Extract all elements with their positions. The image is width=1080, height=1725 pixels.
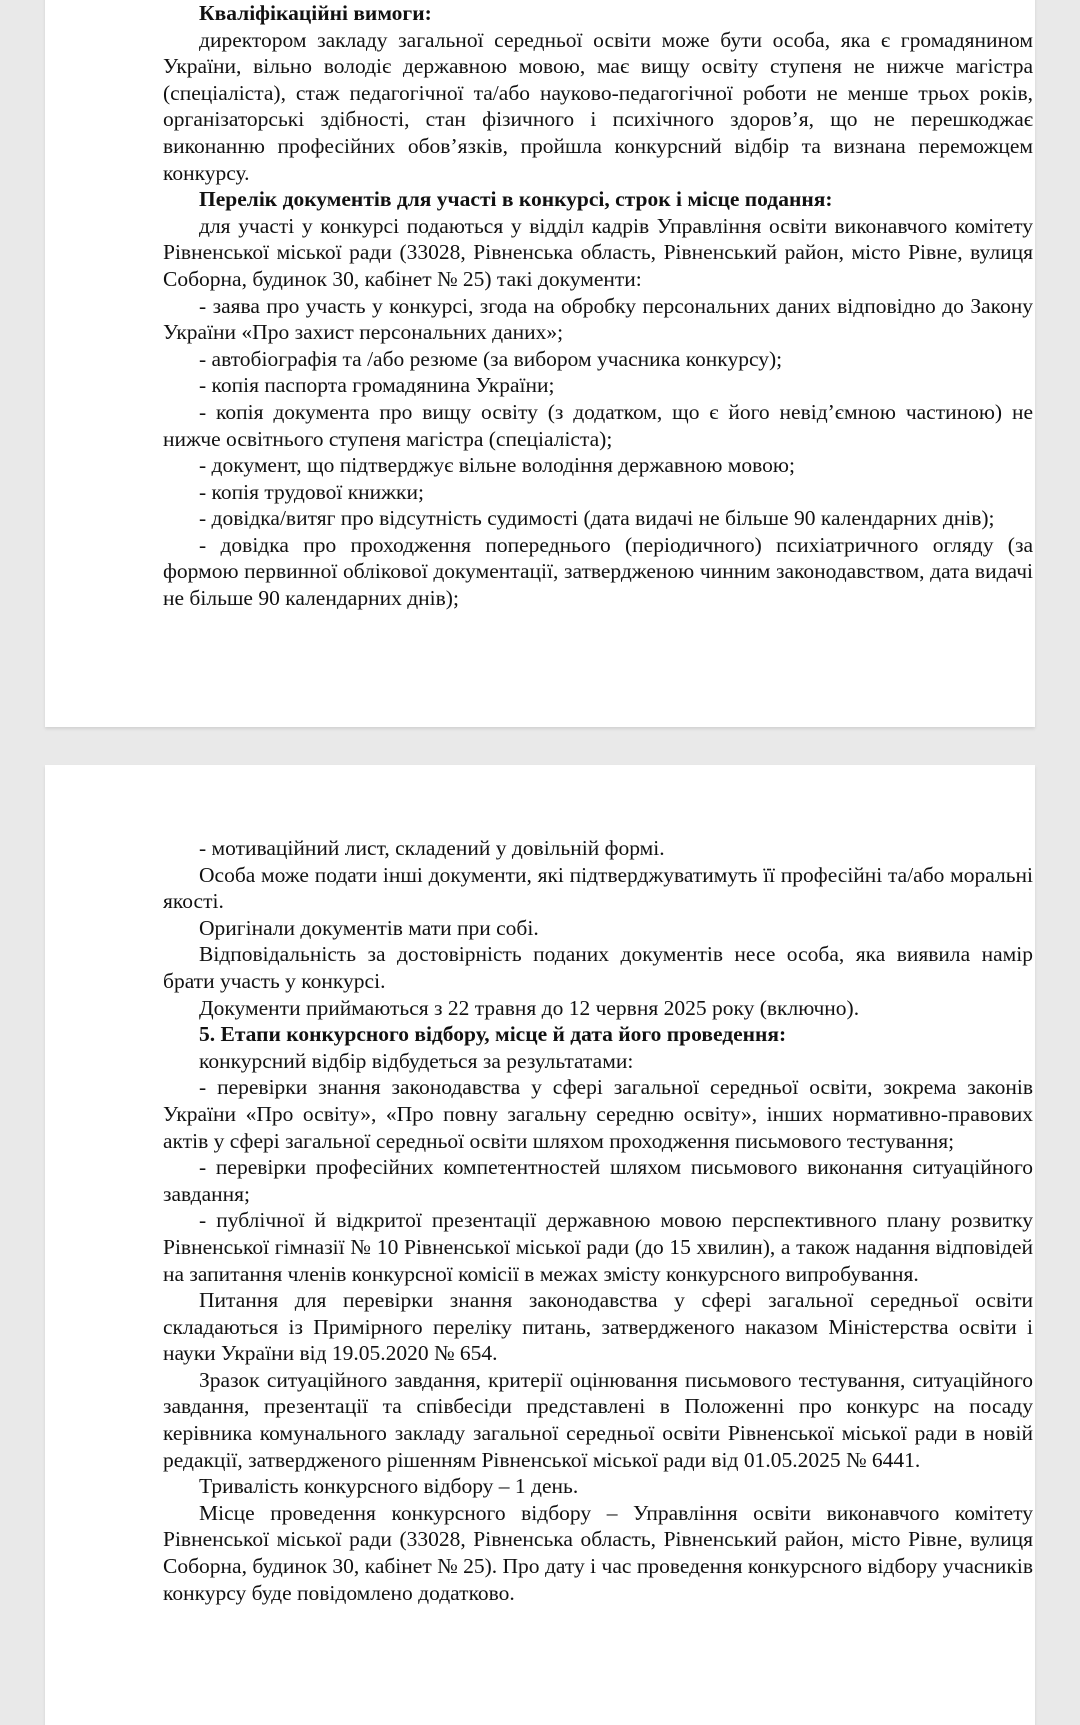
documents-list-item: - довідка про проходження попереднього (періодичного) психіатричного огляду (за формою первинної облікової документації, затвердженою чинним законодавством, дата видачі не більше 90 календарних днів); <box>163 532 1033 611</box>
paragraph: конкурсний відбір відбудеться за результатами: <box>199 1048 634 1073</box>
paragraph: Тривалість конкурсного відбору – 1 день. <box>199 1474 579 1499</box>
documents-heading: Перелік документів для участі в конкурсі, строк і місце подання: <box>199 187 833 212</box>
document-page-1 <box>45 0 1035 727</box>
documents-list-item: - документ, що підтверджує вільне володіння державною мовою; <box>199 453 795 478</box>
paragraph: Документи приймаються з 22 травня до 12 червня 2025 року (включно). <box>199 995 860 1020</box>
paragraph: Відповідальність за достовірність поданих документів несе особа, яка виявила намір брати участь у конкурсі. <box>163 942 1033 993</box>
paragraph: Особа може подати інші документи, які підтверджуватимуть її професійні та/або моральні якості. <box>163 862 1033 914</box>
page-2-text <box>163 835 1033 1606</box>
paragraph: - публічної й відкритої презентації державною мовою перспективного плану розвитку Рівненської гімназії № 10 Рівненської міської ради (до 15 хвилин), а також надання відповідей на запитання членів конкурсної комісії в межах змісту конкурсного випробування. <box>163 1208 1033 1286</box>
qualification-heading: Кваліфікаційні вимоги: <box>199 1 432 25</box>
paragraph: Оригінали документів мати при собі. <box>199 915 539 940</box>
documents-list-item: - автобіографія та /або резюме (за вибором учасника конкурсу); <box>199 346 783 371</box>
qualification-paragraph: директором закладу загальної середньої освіти може бути особа, яка є громадянином України, вільно володіє державною мовою, має вищу освіту ступеня не нижче магістра (спеціаліста), стаж педагогічної та/або науково-педагогічної роботи не менше трьох років, організаторські здібності, стан фізичного і психічного здоров’я, що не перешкоджає виконанню професійних обов’язків, пройшла конкурсний відбір та визнана переможцем конкурсу. <box>163 27 1033 185</box>
paragraph: Місце проведення конкурсного відбору – Управління освіти виконавчого комітету Рівненської міської ради (33028, Рівненська область, Рівненський район, місто Рівне, вулиця Соборна, будинок 30, кабінет № 25). Про дату і час проведення конкурсного відбору учасників конкурсу буде повідомлено додатково. <box>163 1500 1033 1605</box>
document-page-2 <box>45 765 1035 1725</box>
paragraph: - перевірки знання законодавства у сфері загальної середньої освіти, зокрема законів України «Про освіту», «Про повну загальну середню освіту», інших нормативно-правових актів у сфері загальної середньої освіти шляхом проходження письмового тестування; <box>163 1075 1033 1153</box>
page-1-text <box>163 0 1033 612</box>
paragraph: Питання для перевірки знання законодавства у сфері загальної середньої освіти складаються із Примірного переліку питань, затвердженого наказом Міністерства освіти і науки України від 19.05.2020 № 654. <box>163 1288 1033 1366</box>
documents-list-item: - копія паспорта громадянина України; <box>199 373 555 398</box>
paragraph: - мотиваційний лист, складений у довільній формі. <box>199 836 665 860</box>
paragraph: - перевірки професійних компетентностей шляхом письмового виконання ситуаційного завдання; <box>163 1155 1033 1206</box>
paragraph: Зразок ситуаційного завдання, критерії оцінювання письмового тестування, ситуаційного завдання, презентації та співбесіди представлені в Положенні про конкурс на посаду керівника комунального закладу загальної середньої освіти Рівненської міської ради в новій редакції, затвердженого рішенням Рівненської міської ради від 01.05.2025 № 6441. <box>163 1367 1033 1472</box>
documents-list-item: - довідка/витяг про відсутність судимості (дата видачі не більше 90 календарних днів); <box>199 506 995 531</box>
documents-list-item: - заява про участь у конкурсі, згода на обробку персональних даних відповідно до Закону України «Про захист персональних даних»; <box>163 293 1033 345</box>
documents-intro: для участі у конкурсі подаються у відділ кадрів Управління освіти виконавчого комітету Рівненської міської ради (33028, Рівненська область, Рівненський район, місто Рівне, вулиця Соборна, будинок 30, кабінет № 25) такі документи: <box>163 213 1033 291</box>
stages-heading: 5. Етапи конкурсного відбору, місце й дата його проведення: <box>199 1022 787 1047</box>
documents-list-item: - копія документа про вищу освіту (з додатком, що є його невід’ємною частиною) не нижче освітнього ступеня магістра (спеціаліста); <box>163 399 1033 451</box>
documents-list-item: - копія трудової книжки; <box>199 479 424 504</box>
